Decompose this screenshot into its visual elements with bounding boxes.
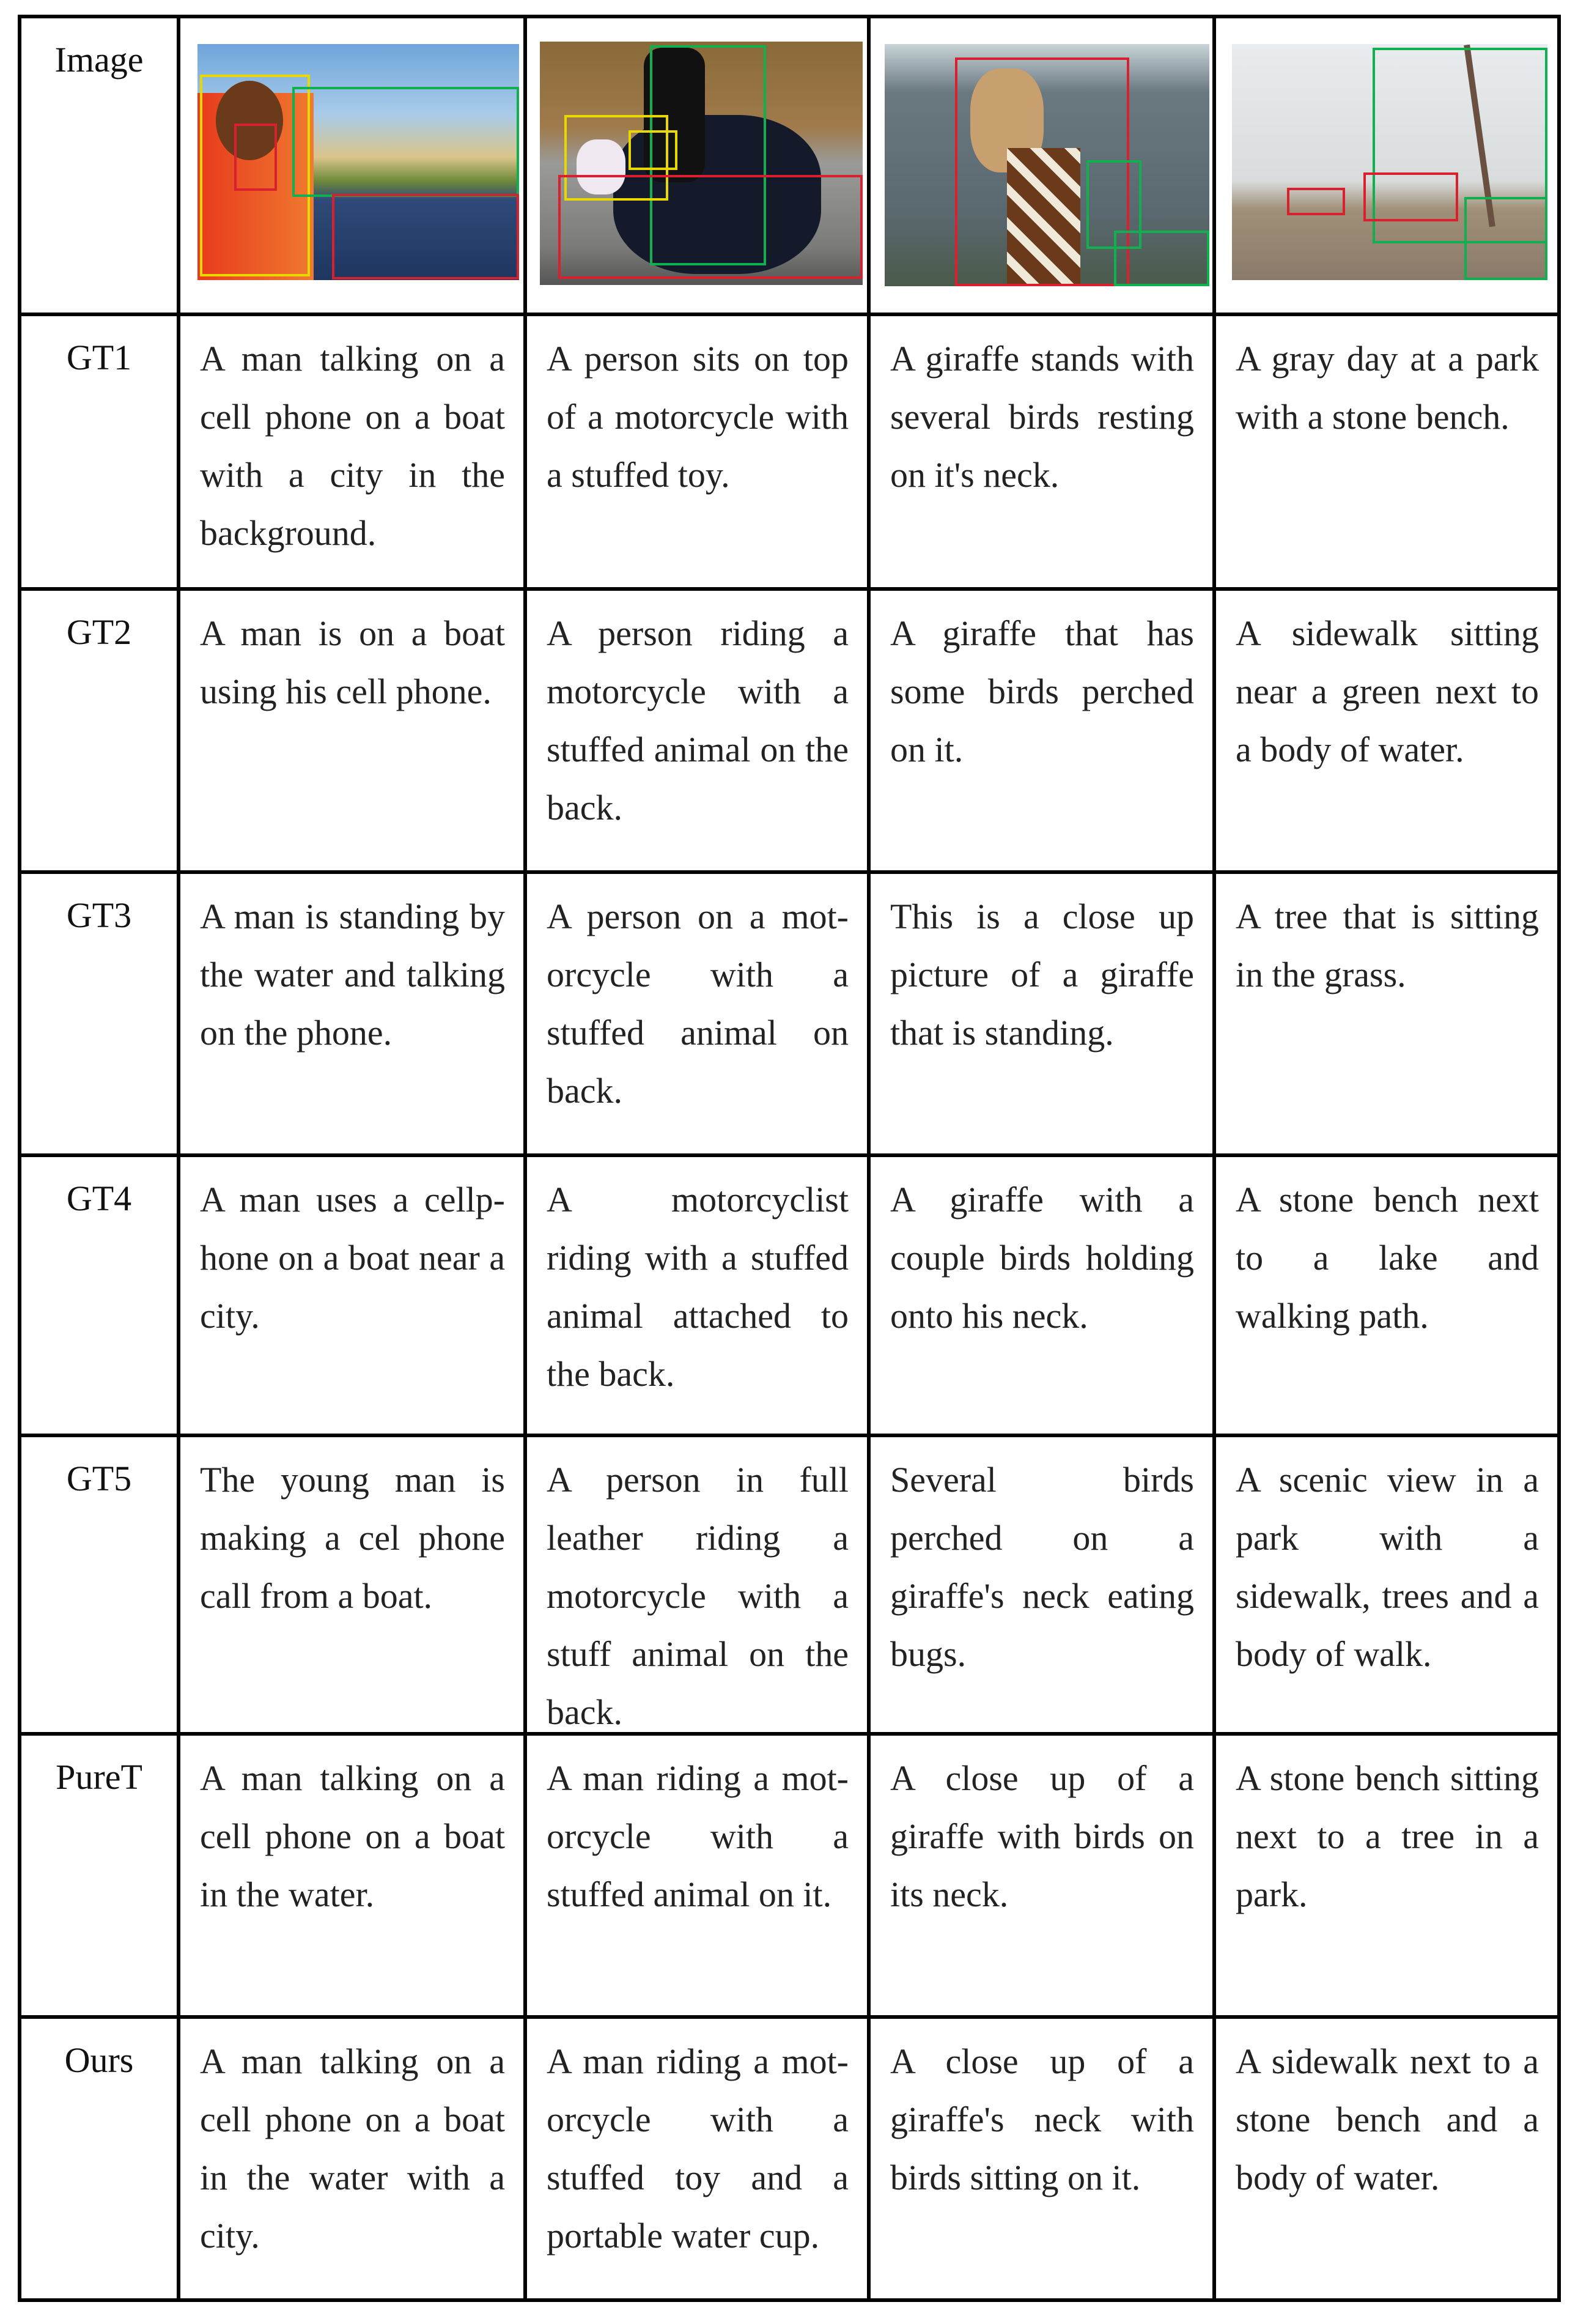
image-cell-3 — [871, 18, 1216, 316]
caption-gt3-img4: A tree that is sitting in the grass. — [1216, 874, 1561, 1157]
caption-puret-img2: A man riding a mot-orcycle with a stuffed animal on it. — [527, 1736, 871, 2019]
caption-gt2-img3: A giraffe that has some birds perched on it. — [871, 591, 1216, 874]
caption-gt4-img1: A man uses a cellp-hone on a boat near a city. — [180, 1157, 527, 1437]
giraffe-birds-photo — [885, 44, 1209, 286]
row-label-gt5: GT5 — [21, 1437, 180, 1736]
image-cell-4 — [1216, 18, 1561, 316]
row-label-gt1: GT1 — [21, 316, 180, 591]
man-on-phone-boat-photo — [197, 44, 519, 280]
caption-gt1-img1: A man talking on a cell phone on a boat with a city in the background. — [180, 316, 527, 591]
header-image-label: Image — [21, 18, 180, 316]
row-label-gt4: GT4 — [21, 1157, 180, 1437]
caption-puret-img3: A close up of a giraffe with birds on its neck. — [871, 1736, 1216, 2019]
caption-ours-img1: A man talking on a cell phone on a boat in the water with a city. — [180, 2019, 527, 2302]
caption-gt5-img3: Several birds perched on a giraffe's neck eating bugs. — [871, 1437, 1216, 1736]
park-stone-bench-photo — [1232, 44, 1547, 280]
row-label-gt2: GT2 — [21, 591, 180, 874]
caption-gt1-img2: A person sits on top of a motorcycle with a stuffed toy. — [527, 316, 871, 591]
caption-gt4-img4: A stone bench next to a lake and walking path. — [1216, 1157, 1561, 1437]
caption-comparison-table — [18, 15, 1561, 2302]
caption-gt2-img2: A person riding a motorcycle with a stuffed animal on the back. — [527, 591, 871, 874]
image-cell-2 — [527, 18, 871, 316]
image-cell-1 — [180, 18, 527, 316]
caption-ours-img3: A close up of a giraffe's neck with birds sitting on it. — [871, 2019, 1216, 2302]
caption-gt4-img3: A giraffe with a couple birds holding onto his neck. — [871, 1157, 1216, 1437]
caption-ours-img4: A sidewalk next to a stone bench and a body of water. — [1216, 2019, 1561, 2302]
caption-gt3-img3: This is a close up picture of a giraffe that is standing. — [871, 874, 1216, 1157]
caption-gt1-img4: A gray day at a park with a stone bench. — [1216, 316, 1561, 591]
caption-gt1-img3: A giraffe stands with several birds resting on it's neck. — [871, 316, 1216, 591]
caption-puret-img1: A man talking on a cell phone on a boat in the water. — [180, 1736, 527, 2019]
caption-gt5-img1: The young man is making a cel phone call from a boat. — [180, 1437, 527, 1736]
row-label-ours: Ours — [21, 2019, 180, 2302]
caption-gt4-img2: A motorcyclist riding with a stuffed animal attached to the back. — [527, 1157, 871, 1437]
row-label-puret: PureT — [21, 1736, 180, 2019]
caption-gt3-img1: A man is standing by the water and talking on the phone. — [180, 874, 527, 1157]
caption-gt5-img2: A person in full leather riding a motorcycle with a stuff animal on the back. — [527, 1437, 871, 1736]
caption-gt2-img1: A man is on a boat using his cell phone. — [180, 591, 527, 874]
caption-gt2-img4: A sidewalk sitting near a green next to a body of water. — [1216, 591, 1561, 874]
motorcyclist-stuffed-toy-photo — [540, 42, 863, 285]
caption-ours-img2: A man riding a mot-orcycle with a stuffed toy and a portable water cup. — [527, 2019, 871, 2302]
caption-gt3-img2: A person on a mot-orcycle with a stuffed animal on back. — [527, 874, 871, 1157]
row-label-gt3: GT3 — [21, 874, 180, 1157]
caption-gt5-img4: A scenic view in a park with a sidewalk, trees and a body of walk. — [1216, 1437, 1561, 1736]
caption-puret-img4: A stone bench sitting next to a tree in a park. — [1216, 1736, 1561, 2019]
